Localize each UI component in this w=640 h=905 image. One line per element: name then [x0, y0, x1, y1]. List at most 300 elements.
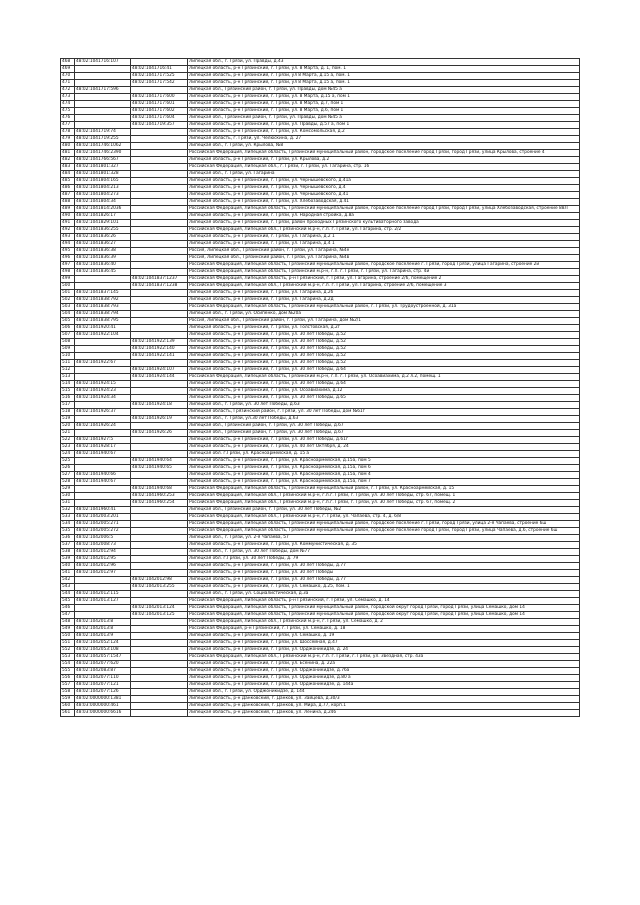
row-number-cell: 506 [61, 325, 75, 332]
cadastral-number-cell: 48:02:1041719:74 [75, 129, 131, 136]
premises-cadastral-number-cell [131, 304, 188, 311]
premises-cadastral-number-cell [131, 332, 188, 339]
table-row [61, 304, 580, 311]
cadastral-number-cell [75, 493, 131, 500]
address-cell: Липецкая область, р-н Грязинский, г. Грязи, ул. Шоссейная, д.47 [188, 640, 580, 647]
row-number-cell: 480 [61, 143, 75, 150]
address-cell: Липецкая область, р-н Грязинский, г. Грязи, ул. Комсомольская, д.2 [188, 129, 580, 136]
address-cell: Липецкая область, р-н Грязинский, г. Грязи, ул. 30 лет Победы, д.77 [188, 577, 580, 584]
address-cell: Липецкая область, р-н Грязинский, г. Грязи, ул. Красноармейская, д.15а, пом 6 [188, 465, 580, 472]
address-cell: Липецкая область, Грязинский район, г. Грязи, ул. 30 лет Победы, дом №61г [188, 409, 580, 416]
premises-cadastral-number-cell [131, 192, 188, 199]
premises-cadastral-number-cell [131, 220, 188, 227]
premises-cadastral-number-cell [131, 143, 188, 150]
table-row [61, 66, 580, 73]
row-number-cell: 550 [61, 633, 75, 640]
premises-cadastral-number-cell [131, 710, 188, 717]
premises-cadastral-number-cell [131, 549, 188, 556]
cadastral-number-cell: 48:02:1042013:9 [75, 633, 131, 640]
premises-cadastral-number-cell [131, 626, 188, 633]
table-row [61, 192, 580, 199]
premises-cadastral-number-cell: 48:02:1042013:255 [131, 584, 188, 591]
row-number-cell: 504 [61, 311, 75, 318]
premises-cadastral-number-cell: 48:02:1041922:140 [131, 346, 188, 353]
premises-cadastral-number-cell [131, 206, 188, 213]
table-row [61, 227, 580, 234]
table-row [61, 94, 580, 101]
table-row [61, 87, 580, 94]
table-row [61, 409, 580, 416]
row-number-cell: 538 [61, 549, 75, 556]
premises-cadastral-number-cell [131, 381, 188, 388]
cadastral-number-cell [75, 73, 131, 80]
row-number-cell: 511 [61, 360, 75, 367]
premises-cadastral-number-cell [131, 185, 188, 192]
row-number-cell: 495 [61, 248, 75, 255]
table-row [61, 423, 580, 430]
premises-cadastral-number-cell [131, 472, 188, 479]
premises-cadastral-number-cell: 48:02:1041940:68 [131, 486, 188, 493]
premises-cadastral-number-cell [131, 647, 188, 654]
cadastral-number-cell: 48:02:1041924:34 [75, 395, 131, 402]
cadastral-number-cell: 48:02:1041826:17 [75, 213, 131, 220]
cadastral-number-cell: 48:02:1041717:596 [75, 87, 131, 94]
cadastral-number-cell: 48:02:1041836:38 [75, 248, 131, 255]
address-cell: Российская Федерация, Липецкая обл., Грязинский м.р-н, г.п.г. Грязи, г. Грязи, ул. 30 лет Победы, стр. 67, помещ. 1 [188, 493, 580, 500]
premises-cadastral-number-cell [131, 318, 188, 325]
address-cell: Липецкая обл., г. Грязи, ул. Правды, д.43 [188, 59, 580, 66]
premises-cadastral-number-cell [131, 178, 188, 185]
premises-cadastral-number-cell [131, 661, 188, 668]
premises-cadastral-number-cell [131, 521, 188, 528]
cadastral-number-cell: 48:02:1042077:126 [75, 689, 131, 696]
address-cell: Липецкая обл., г. Грязи, ул. Орджоникидзе, д. 144 [188, 689, 580, 696]
premises-cadastral-number-cell: 48:02:1041717:604 [131, 115, 188, 122]
address-cell: Липецкая область, р-н Данковский, г. Данков, ул. Зайцева, д.30/3 [188, 696, 580, 703]
premises-cadastral-number-cell: 48:02:1041717:601 [131, 101, 188, 108]
table-row [61, 570, 580, 577]
cadastral-number-cell: 48:02:1041836:45 [75, 269, 131, 276]
cadastral-number-cell: 48:02:1042077:620 [75, 661, 131, 668]
address-cell: Липецкая область, р-н Грязинский, г. Грязи, ул. Чернышевского, д.41 [188, 192, 580, 199]
table-row [61, 528, 580, 535]
cadastral-number-cell: 48:02:1041766:567 [75, 157, 131, 164]
premises-cadastral-number-cell [131, 535, 188, 542]
address-cell: Российская Федерация, Липецкая область, Грязинский м.р-н, г.п. г. Грязи, г. Грязи, ул. Гагарина, стр. 4и [188, 269, 580, 276]
table-row [61, 171, 580, 178]
table-row [61, 150, 580, 157]
premises-cadastral-number-cell [131, 423, 188, 430]
table-row [61, 73, 580, 80]
address-cell: Липецкая область, р-н Грязинский, г. Грязи, ул. 30 лет Победы, д.64 [188, 381, 580, 388]
premises-cadastral-number-cell [131, 598, 188, 605]
row-number-cell: 556 [61, 675, 75, 682]
table-row [61, 395, 580, 402]
table-row [61, 318, 580, 325]
row-number-cell: 558 [61, 689, 75, 696]
cadastral-number-cell [75, 367, 131, 374]
row-number-cell: 543 [61, 584, 75, 591]
row-number-cell: 474 [61, 101, 75, 108]
table-row [61, 521, 580, 528]
row-number-cell: 519 [61, 416, 75, 423]
table-row [61, 479, 580, 486]
address-cell: Российская Федерация, Липецкая обл., Грязинский м.р-н, г.п. г. Грязи, г. Грязи, ул. Звездная, стр. 43а [188, 654, 580, 661]
table-row [61, 444, 580, 451]
address-cell: Липецкая обл. г.Грязи, ул. Красноармейская, д. 15 а [188, 451, 580, 458]
cadastral-number-cell: 48:02:1041940:67 [75, 479, 131, 486]
premises-cadastral-number-cell [131, 437, 188, 444]
table-row [61, 619, 580, 626]
row-number-cell: 498 [61, 269, 75, 276]
table-row [61, 430, 580, 437]
address-cell: Липецкая область, р-н Грязинский, г. Грязи, ул. Орджоникидзе, д. 24 [188, 647, 580, 654]
table-row [61, 416, 580, 423]
address-cell: Липецкая область, р-н Грязинский, г. Грязи, ул. Гагарина, д.2 1 [188, 234, 580, 241]
address-cell: Российская Федерация, Липецкая область, Грязинский муниципальный район, г. Грязи, ул. Красноармейская, д. 15 [188, 486, 580, 493]
premises-cadastral-number-cell [131, 213, 188, 220]
premises-cadastral-number-cell: 48:02:1041837:1237 [131, 276, 188, 283]
address-cell: Российская Федерация, Липецкая обл., Грязинский м.р-н, г. Грязи, ул. Чапаева, стр. 4, д. 6/8 [188, 514, 580, 521]
row-number-cell: 499 [61, 276, 75, 283]
row-number-cell: 525 [61, 458, 75, 465]
premises-cadastral-number-cell [131, 528, 188, 535]
premises-cadastral-number-cell: 48:02:1041924:144 [131, 374, 188, 381]
cadastral-number-cell [75, 402, 131, 409]
table-row [61, 325, 580, 332]
row-number-cell: 533 [61, 514, 75, 521]
premises-cadastral-number-cell [131, 164, 188, 171]
cadastral-number-cell: 48:02:1041924:23 [75, 388, 131, 395]
address-cell: Липецкая область, р-н Грязинский, г. Грязи, ул. Красноармейская, д.15а, пом 5 [188, 458, 580, 465]
cadastral-number-cell: 48:02:1042006:5 [75, 535, 131, 542]
address-cell: Липецкая обл., г. Грязи, ул. Осипенко, дом №20а [188, 311, 580, 318]
premises-cadastral-number-cell [131, 311, 188, 318]
cadastral-number-cell: 48:02:1041814:2036 [75, 206, 131, 213]
cadastral-number-cell: 48:02:1041836:26 [75, 234, 131, 241]
address-cell: Российская Федерация, Липецкая обл., Грязинский м.р-н, г. Грязи, ул. Семашко, д. 2 [188, 619, 580, 626]
cadastral-number-cell: 48:02:1042012:115 [75, 591, 131, 598]
table-row [61, 710, 580, 717]
cadastral-number-cell [75, 500, 131, 507]
cadastral-number-cell: 48:02:1042012:95 [75, 556, 131, 563]
address-cell: Липецкая обл., г. Грязи, ул. 30 лет Победы, д.63 [188, 402, 580, 409]
address-cell: Липецкая область, р-н Грязинский, г. Грязи, ул. 30 лет Победы, д.52 [188, 339, 580, 346]
row-number-cell: 547 [61, 612, 75, 619]
premises-cadastral-number-cell [131, 409, 188, 416]
cadastral-number-cell: 48:02:1042005:271 [75, 521, 131, 528]
premises-cadastral-number-cell: 48:02:1041960:253 [131, 493, 188, 500]
address-cell: Липецкая обл., г. Грязи, ул. Гагарина [188, 171, 580, 178]
address-cell: Липецкая область, р-н Грязинский, г. Грязи, ул. Красноармейская, д.15а, пом 7 [188, 479, 580, 486]
table-row [61, 353, 580, 360]
cadastral-number-cell: 48:02:1041837:145 [75, 290, 131, 297]
cadastral-number-cell [75, 94, 131, 101]
address-cell: Липецкая обл., Грязинский район, г. Грязи, ул. Правды, дом №45 а [188, 87, 580, 94]
row-number-cell: 514 [61, 381, 75, 388]
premises-cadastral-number-cell: 48:02:1042013:124 [131, 605, 188, 612]
cadastral-number-cell: 48:02:1042013:127 [75, 598, 131, 605]
row-number-cell: 486 [61, 185, 75, 192]
row-number-cell: 500 [61, 283, 75, 290]
cadastral-number-cell [75, 584, 131, 591]
cadastral-number-cell [75, 339, 131, 346]
table-row [61, 122, 580, 129]
premises-cadastral-number-cell [131, 227, 188, 234]
row-number-cell: 479 [61, 136, 75, 143]
table-row [61, 381, 580, 388]
address-cell: Российская Федерация, Липецкая область, Грязинский муниципальный район, городской округ город Грязи, город Грязи, улица Семашко, дом 14 [188, 612, 580, 619]
row-number-cell: 469 [61, 66, 75, 73]
premises-cadastral-number-cell [131, 556, 188, 563]
row-number-cell: 545 [61, 598, 75, 605]
cadastral-number-cell [75, 605, 131, 612]
table-row [61, 500, 580, 507]
premises-cadastral-number-cell [131, 136, 188, 143]
row-number-cell: 544 [61, 591, 75, 598]
address-cell: Российская Федерация, Липецкая область, р-н Грязинский, г. Грязи, ул. Семашко, д. 14 [188, 598, 580, 605]
cadastral-number-cell: 48:02:1041746:2390 [75, 150, 131, 157]
table-row [61, 178, 580, 185]
cadastral-number-cell: 48:02:1041940:67 [75, 451, 131, 458]
cadastral-number-cell: 48:03:0000000:461 [75, 703, 131, 710]
address-cell: Липецкая область, р-н Грязинский, г. Грязи, ул. 8 Марта, д. 1, пом. 1 [188, 66, 580, 73]
address-cell: Российская Федерация, Липецкая обл., Грязинский м.р-н, г.п. г. Грязи, ул. Гагарина, строение 2/6, помещение 3 [188, 283, 580, 290]
row-number-cell: 492 [61, 227, 75, 234]
table-row [61, 654, 580, 661]
premises-cadastral-number-cell [131, 325, 188, 332]
table-row [61, 549, 580, 556]
cadastral-number-cell: 48:02:1042083:87 [75, 668, 131, 675]
cadastral-number-cell: 48:02:0000000:1381 [75, 696, 131, 703]
premises-cadastral-number-cell [131, 654, 188, 661]
row-number-cell: 529 [61, 486, 75, 493]
row-number-cell: 472 [61, 87, 75, 94]
cadastral-number-cell: 48:02:1041719:255 [75, 136, 131, 143]
address-cell: Липецкая область, р-н Грязинский, г. Грязи, ул. 30 лет Победы, д.77 [188, 563, 580, 570]
address-cell: Липецкая обл., Грязинский район, г. Грязи, ул. 30 лет Победы, д.67 [188, 423, 580, 430]
row-number-cell: 509 [61, 346, 75, 353]
row-number-cell: 528 [61, 479, 75, 486]
cadastral-number-cell [75, 458, 131, 465]
row-number-cell: 517 [61, 402, 75, 409]
row-number-cell: 496 [61, 255, 75, 262]
address-cell: Российская Федерация, Липецкая область, Грязинский муниципальный район, городское поселение город Грязи, город Грязи, улица Хлебозаводская, строение 88Л [188, 206, 580, 213]
cadastral-number-cell: 48:02:1041804:34 [75, 199, 131, 206]
cadastral-number-cell: 48:02:1042077:121 [75, 682, 131, 689]
table-row [61, 598, 580, 605]
cadastral-number-cell: 48:02:1041838:794 [75, 311, 131, 318]
premises-cadastral-number-cell: 48:02:1041940:64 [131, 458, 188, 465]
table-row [61, 115, 580, 122]
premises-cadastral-number-cell: 48:02:1041716:41 [131, 66, 188, 73]
table-row [61, 241, 580, 248]
premises-cadastral-number-cell [131, 59, 188, 66]
row-number-cell: 489 [61, 206, 75, 213]
premises-cadastral-number-cell: 48:02:1041719:357 [131, 122, 188, 129]
premises-cadastral-number-cell [131, 563, 188, 570]
row-number-cell: 549 [61, 626, 75, 633]
row-number-cell: 531 [61, 500, 75, 507]
cadastral-number-cell: 48:02:1042008:73 [75, 542, 131, 549]
cadastral-number-cell [75, 430, 131, 437]
address-cell: Липецкая область, р-н Грязинский, г. Грязи, ул 8 Марта, д.15 а, пом. 1 [188, 80, 580, 87]
address-cell: Россия, Липецкая обл., Грязинский район, г. Грязи, ул. Гагарина, №4е [188, 248, 580, 255]
table-row [61, 703, 580, 710]
row-number-cell: 559 [61, 696, 75, 703]
row-number-cell: 482 [61, 157, 75, 164]
cadastral-number-cell [75, 577, 131, 584]
cadastral-number-cell [75, 374, 131, 381]
premises-cadastral-number-cell [131, 570, 188, 577]
cadastral-number-cell [75, 346, 131, 353]
row-number-cell: 526 [61, 465, 75, 472]
cadastral-number-cell [75, 612, 131, 619]
premises-cadastral-number-cell [131, 668, 188, 675]
premises-cadastral-number-cell [131, 199, 188, 206]
table-row [61, 458, 580, 465]
address-cell: Липецкая область, р-н Грязинский, г. Грязи, ул. Семашко, д.25, пом. 1 [188, 584, 580, 591]
row-number-cell: 516 [61, 395, 75, 402]
address-cell: Липецкая обл., Грязинский район, г. Грязи, ул. 30 лет Победы, д.67 [188, 430, 580, 437]
row-number-cell: 497 [61, 262, 75, 269]
premises-cadastral-number-cell [131, 444, 188, 451]
cadastral-number-cell: 48:02:1041716:107 [75, 59, 131, 66]
cadastral-number-cell [75, 66, 131, 73]
address-cell: Липецкая область, г. Грязи, ул. Челюскина, д. 27 [188, 136, 580, 143]
cadastral-number-cell: 48:02:1041922:104 [75, 332, 131, 339]
premises-cadastral-number-cell [131, 157, 188, 164]
row-number-cell: 542 [61, 577, 75, 584]
table-row [61, 185, 580, 192]
address-cell: Липецкая область, р-н Данковский, г. Данков, ул. Ленина, д.246 [188, 710, 580, 717]
premises-cadastral-number-cell: 48:02:1041940:65 [131, 465, 188, 472]
premises-cadastral-number-cell [131, 682, 188, 689]
row-number-cell: 551 [61, 640, 75, 647]
table-row [61, 367, 580, 374]
register-table [60, 58, 580, 717]
premises-cadastral-number-cell: 48:02:1042012:98 [131, 577, 188, 584]
premises-cadastral-number-cell [131, 171, 188, 178]
cadastral-number-cell [75, 353, 131, 360]
table-row [61, 311, 580, 318]
table-row [61, 675, 580, 682]
row-number-cell: 493 [61, 234, 75, 241]
row-number-cell: 522 [61, 437, 75, 444]
address-cell: Липецкая область, р-н Грязинский, г. Грязи, ул. Чернышевского, д.4 [188, 185, 580, 192]
row-number-cell: 468 [61, 59, 75, 66]
table-row [61, 255, 580, 262]
table-row [61, 514, 580, 521]
row-number-cell: 477 [61, 122, 75, 129]
address-cell: Липецкая обл., Грязинский район, г. Грязи, ул. Правды, дом №45 а [188, 115, 580, 122]
address-cell: Липецкая область, р-н Грязинский, г. Грязи, ул. 30 лет Победы, д.61г [188, 437, 580, 444]
address-cell: Липецкая область, р-н Грязинский, г. Грязи, ул. 40 лет Октября, д. 24 [188, 444, 580, 451]
row-number-cell: 553 [61, 654, 75, 661]
address-cell: Липецкая область, р-н Грязинский, г. Грязи, ул. 8 Марта, д.15 а, пом 1 [188, 94, 580, 101]
row-number-cell: 535 [61, 528, 75, 535]
address-cell: Липецкая обл., Грязинский район, г. Грязи, ул. 30 лет Победы, №2 [188, 507, 580, 514]
cadastral-number-cell: 48:02:1041960:41 [75, 507, 131, 514]
premises-cadastral-number-cell [131, 360, 188, 367]
row-number-cell: 552 [61, 647, 75, 654]
premises-cadastral-number-cell [131, 388, 188, 395]
row-number-cell: 508 [61, 339, 75, 346]
table-row [61, 696, 580, 703]
address-cell: Российская Федерация, Липецкая область, Грязинский муниципальный район, городское поселение г. Грязи, город Грязи, улица 2-я Чапаева, строение 6ш [188, 521, 580, 528]
cadastral-number-cell: 48:02:1042077:110 [75, 675, 131, 682]
premises-cadastral-number-cell [131, 129, 188, 136]
premises-cadastral-number-cell [131, 479, 188, 486]
table-row [61, 283, 580, 290]
premises-cadastral-number-cell [131, 689, 188, 696]
address-cell: Российская Федерация, Липецкая область, Грязинский муниципальный район, г. Грязи, ул. Трудоустроенной, д. 31а [188, 304, 580, 311]
table-row [61, 164, 580, 171]
table-row [61, 507, 580, 514]
address-cell: Липецкая область, р-н Грязинский, г. Грязи, ул. Чернышевского, д.41а [188, 178, 580, 185]
table-row [61, 199, 580, 206]
row-number-cell: 520 [61, 423, 75, 430]
row-number-cell: 524 [61, 451, 75, 458]
address-cell: Липецкая обл., г. Грязи, ул. Крылова, №8 [188, 143, 580, 150]
row-number-cell: 560 [61, 703, 75, 710]
table-row [61, 108, 580, 115]
row-number-cell: 530 [61, 493, 75, 500]
address-cell: Липецкая область, р-н Грязинский, г. Грязи, ул. Осоавиахима, д.12 [188, 388, 580, 395]
table-row [61, 346, 580, 353]
cadastral-number-cell: 48:02:1042013:8 [75, 626, 131, 633]
address-cell: Липецкая область, р-н Грязинский, г. Грязи, ул 8 Марта, д.15 а, пом. 1 [188, 73, 580, 80]
table-row [61, 486, 580, 493]
cadastral-number-cell [75, 80, 131, 87]
table-row [61, 612, 580, 619]
table-row [61, 129, 580, 136]
premises-cadastral-number-cell: 48:02:1041717:600 [131, 94, 188, 101]
cadastral-number-cell: 48:02:1042013:8 [75, 619, 131, 626]
table-row [61, 402, 580, 409]
row-number-cell: 557 [61, 682, 75, 689]
row-number-cell: 536 [61, 535, 75, 542]
row-number-cell: 483 [61, 164, 75, 171]
row-number-cell: 512 [61, 367, 75, 374]
row-number-cell: 515 [61, 388, 75, 395]
address-cell: Липецкая обл. г.Грязи, ул. 30 лет Победы, д. 79 [188, 556, 580, 563]
cadastral-number-cell: 48:03:0000000:6616 [75, 710, 131, 717]
premises-cadastral-number-cell [131, 619, 188, 626]
address-cell: Российская Федерация, Липецкая обл., Грязинский м.р-н, г.п. г. Грязи, ул. Гагарина, стр. 2/2 [188, 227, 580, 234]
table-row [61, 626, 580, 633]
cadastral-number-cell [75, 486, 131, 493]
register-table-body [61, 59, 580, 717]
address-cell: Липецкая область, р-н Грязинский, г. Грязи, ул. 30 лет Победы, д.52 [188, 346, 580, 353]
premises-cadastral-number-cell: 48:02:1041717:542 [131, 80, 188, 87]
premises-cadastral-number-cell: 48:02:1041837:1238 [131, 283, 188, 290]
address-cell: Липецкая область, р-н Грязинский, г. Грязи, ул. Правды, д.57 а, пом 1 [188, 122, 580, 129]
cadastral-number-cell: 48:02:1041928:17 [75, 444, 131, 451]
address-cell: Россия, Липецкая обл., Грязинский район, г. Грязи, ул. Гагарина, №4в [188, 255, 580, 262]
table-row [61, 437, 580, 444]
table-row [61, 563, 580, 570]
row-number-cell: 488 [61, 199, 75, 206]
cadastral-number-cell: 48:02:1041838:792 [75, 297, 131, 304]
premises-cadastral-number-cell: 48:02:1041924:18 [131, 402, 188, 409]
table-row [61, 388, 580, 395]
address-cell: Липецкая область, р-н Грязинский, г. Грязи, ул. 30 лет Победы, д.65 [188, 395, 580, 402]
cadastral-number-cell: 48:02:1041836:40 [75, 262, 131, 269]
address-cell: Российская Федерация, Липецкая обл., г. Грязи, г. Грязи, ул. Гагарина, стр. 16 [188, 164, 580, 171]
cadastral-number-cell [75, 122, 131, 129]
table-row [61, 556, 580, 563]
